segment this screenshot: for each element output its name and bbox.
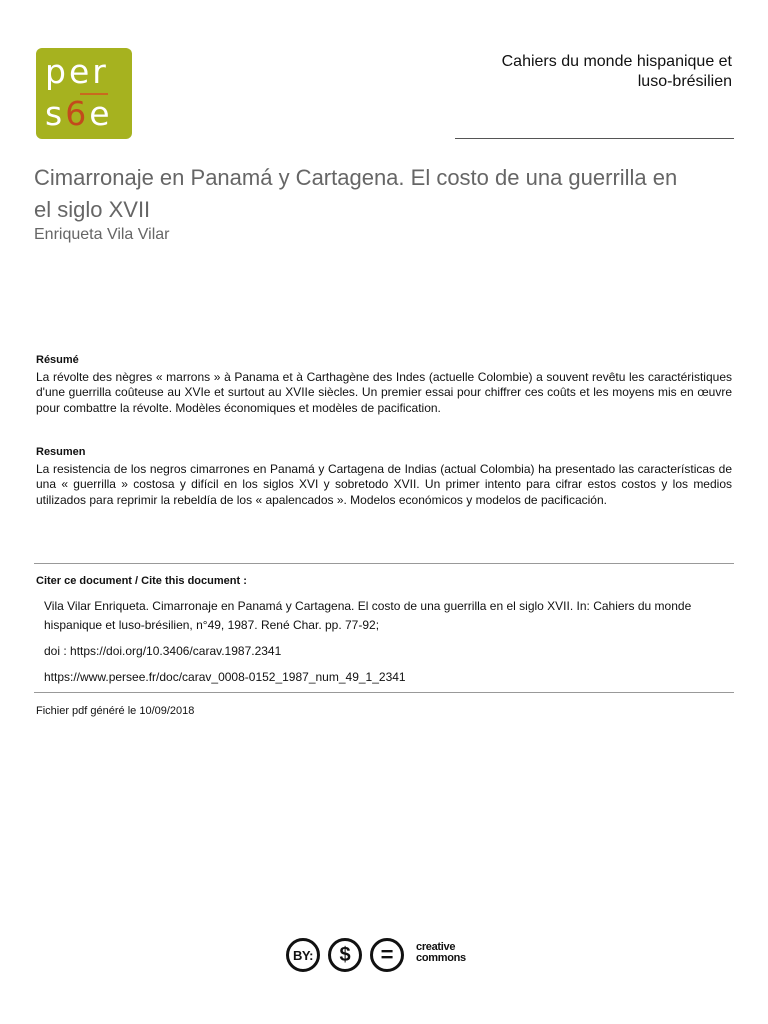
- cc-wordmark: creative commons: [416, 941, 466, 964]
- resume-heading: Résumé: [36, 354, 79, 366]
- citation-top-divider: [34, 563, 734, 564]
- resume-section: [36, 353, 732, 416]
- citation-doi-link[interactable]: doi : https://doi.org/10.3406/carav.1987.2341: [44, 644, 282, 658]
- resumen-section: [36, 445, 732, 508]
- article-author: Enriqueta Vila Vilar: [34, 226, 170, 243]
- citation-bottom-divider: [34, 692, 734, 693]
- citation-heading: Citer ce document / Cite this document :: [36, 575, 247, 587]
- article-title: Cimarronaje en Panamá y Cartagena. El costo de una guerrilla en el siglo XVII: [34, 165, 678, 222]
- persee-logo[interactable]: [36, 48, 132, 139]
- logo-text-bottom: s6e: [45, 94, 113, 133]
- cc-by-icon: BY:: [286, 938, 320, 972]
- cc-noncommercial-icon: $: [328, 938, 362, 972]
- cc-noderivatives-icon: =: [370, 938, 404, 972]
- resumen-heading: Resumen: [36, 446, 86, 458]
- generated-date: Fichier pdf généré le 10/09/2018: [36, 705, 195, 717]
- journal-divider: [455, 138, 734, 139]
- resumen-text: La resistencia de los negros cimarrones en Panamá y Cartagena de Indias (actual Colombia) ha presentado las características de una « guerrilla » costosa y difícil en los siglos XVI y sobretodo XVII. Un primer intento para cifrar estos costos y los medios utilizados para reprimir la rebeldía de los « apalencados ». Modelos económicos y modelos de pacificación.: [36, 461, 732, 507]
- resume-text: La révolte des nègres « marrons » à Panama et à Carthagène des Indes (actuelle Colombie) a souvent revêtu les caractéristiques d'une guerrilla coûteuse au XVIe et surtout au XVIIe siècles. Un premier essai pour chiffrer ces coûts et les moyens mis en œuvre pour combattre la révolte. Modèles économiques et modèles de pacification.: [36, 369, 732, 415]
- creative-commons-badge[interactable]: [286, 937, 486, 977]
- journal-title: Cahiers du monde hispanique et luso-brésilien: [501, 53, 732, 90]
- citation-url-link[interactable]: https://www.persee.fr/doc/carav_0008-0152_1987_num_49_1_2341: [44, 670, 406, 684]
- logo-text-top: per: [45, 52, 109, 91]
- citation-reference: Vila Vilar Enriqueta. Cimarronaje en Panamá y Cartagena. El costo de una guerrilla en el siglo XVII. In: Cahiers du monde hispanique et luso-brésilien, n°49, 1987. René Char. pp. 77-92;: [44, 599, 692, 632]
